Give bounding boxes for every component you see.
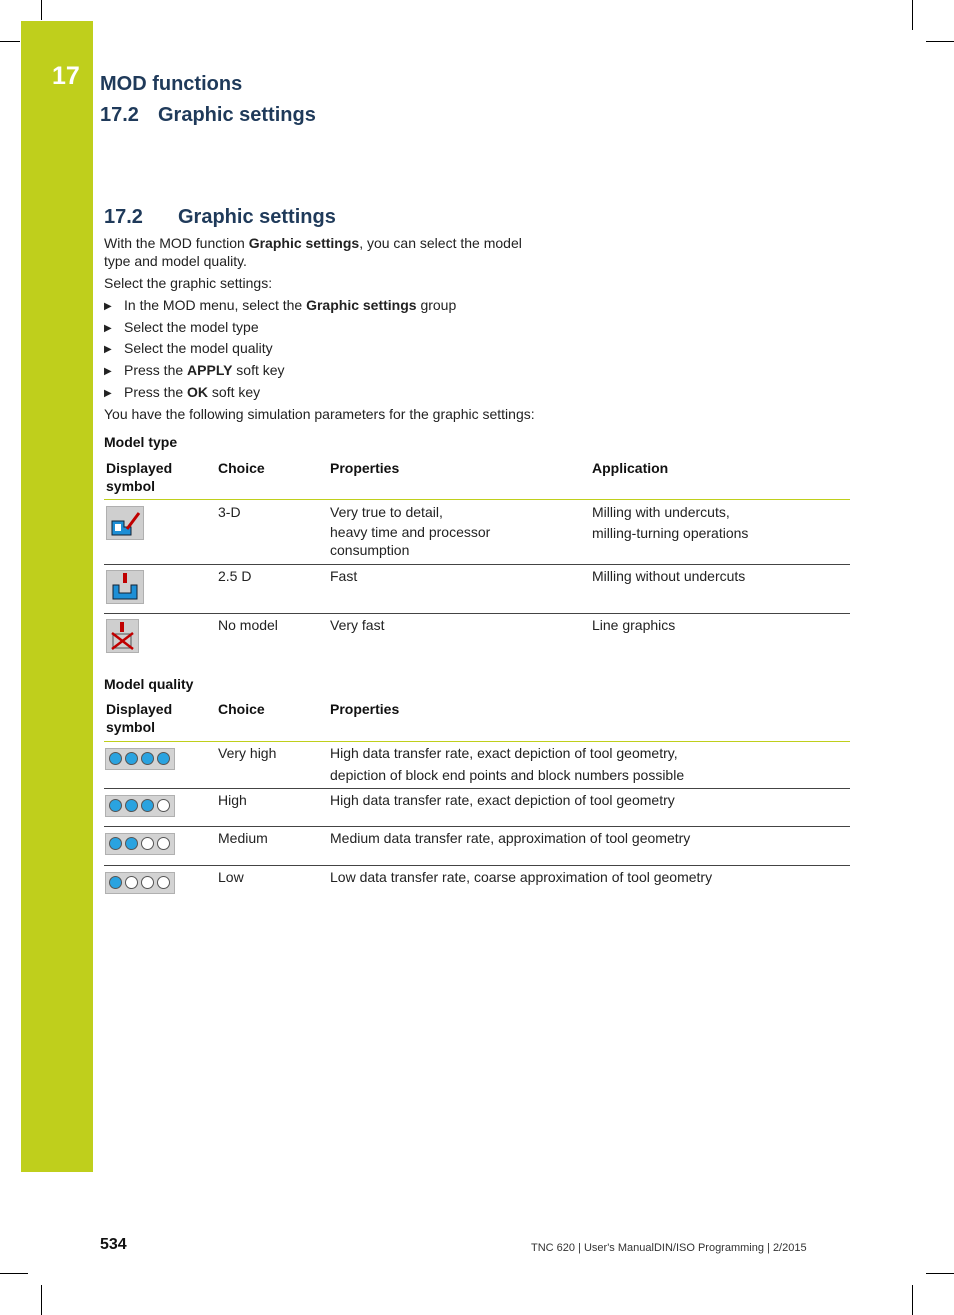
row-rule: [104, 564, 850, 565]
model-3d-icon: [106, 506, 144, 540]
triangle-bullet-icon: ▶: [104, 388, 112, 399]
header-rule: [104, 499, 850, 500]
step-bold: APPLY: [187, 362, 233, 378]
header-properties: Properties: [330, 701, 400, 717]
row-rule: [104, 613, 850, 614]
row-properties: High data transfer rate, exact depiction of tool geometry: [330, 792, 675, 808]
header-symbol: Displayed symbol: [106, 701, 173, 735]
step-text: Press the: [124, 362, 188, 378]
intro-bold: Graphic settings: [248, 235, 360, 251]
step-bold: OK: [187, 384, 209, 400]
step-suffix: group: [416, 297, 457, 313]
row-choice: No model: [218, 617, 278, 633]
row-properties: Medium data transfer rate, approximation of tool geometry: [330, 830, 691, 846]
section-heading-title: Graphic settings: [178, 206, 336, 228]
row-application: [592, 502, 748, 543]
crop-mark: [41, 0, 42, 20]
step-text: Select the model quality: [124, 340, 273, 356]
step-suffix: soft key: [232, 362, 285, 378]
crop-mark: [41, 1285, 42, 1315]
running-section-title: Graphic settings: [158, 104, 316, 126]
row-application: Line graphics: [592, 617, 676, 633]
footer-text: TNC 620 | User's ManualDIN/ISO Programming | 2/2015: [531, 1242, 807, 1254]
crop-mark: [926, 1273, 954, 1274]
chapter-number: 17: [52, 62, 80, 90]
step-suffix: soft key: [208, 384, 261, 400]
quality-low-icon: [105, 872, 175, 894]
params-text: You have the following simulation parameters for the graphic settings:: [104, 406, 535, 422]
row-choice: 2.5 D: [218, 568, 252, 584]
header-properties: Properties: [330, 460, 400, 476]
quality-medium-icon: [105, 833, 175, 855]
step-text: Select the model type: [124, 319, 259, 335]
row-application-line: Milling with undercuts,: [592, 504, 730, 520]
intro-line2: type and model quality.: [104, 253, 247, 269]
row-properties-line: heavy time and processor consumption: [330, 524, 491, 558]
row-rule: [104, 826, 850, 827]
crop-mark: [0, 41, 20, 42]
page-number: 534: [100, 1236, 127, 1253]
step-item: [104, 318, 259, 338]
crop-mark: [912, 1285, 913, 1315]
step-item: [104, 361, 285, 381]
step-item: [104, 383, 260, 403]
row-properties: [330, 502, 530, 559]
triangle-bullet-icon: ▶: [104, 301, 112, 312]
no-model-icon: [106, 619, 139, 653]
triangle-bullet-icon: ▶: [104, 323, 112, 334]
intro-suffix: , you can select the model: [359, 235, 522, 251]
quality-very-high-icon: [105, 748, 175, 770]
header-choice: Choice: [218, 701, 265, 717]
row-rule: [104, 788, 850, 789]
running-head-title: MOD functions: [100, 73, 243, 95]
running-head-section: [100, 104, 316, 127]
header-symbol: Displayed symbol: [106, 460, 173, 494]
intro-prefix: With the MOD function: [104, 235, 249, 251]
chapter-sidebar: [21, 21, 93, 1172]
intro-paragraph: [104, 234, 522, 270]
triangle-bullet-icon: ▶: [104, 344, 112, 355]
row-properties-line: Very true to detail,: [330, 504, 443, 520]
row-properties-line: High data transfer rate, exact depiction of tool geometry,: [330, 745, 678, 761]
step-bold: Graphic settings: [306, 297, 417, 313]
row-properties: Fast: [330, 568, 358, 584]
row-properties-line: depiction of block end points and block numbers possible: [330, 767, 685, 783]
header-choice: Choice: [218, 460, 265, 476]
triangle-bullet-icon: ▶: [104, 366, 112, 377]
row-properties: Very fast: [330, 617, 385, 633]
row-choice: Medium: [218, 830, 268, 846]
section-heading-number: 17.2: [104, 206, 143, 228]
row-properties: Low data transfer rate, coarse approximation of tool geometry: [330, 869, 713, 885]
running-section-number: 17.2: [100, 104, 139, 126]
model-quality-heading: Model quality: [104, 676, 194, 692]
header-application: Application: [592, 460, 669, 476]
step-item: [104, 339, 273, 359]
select-text: Select the graphic settings:: [104, 275, 273, 291]
crop-mark: [912, 0, 913, 30]
row-choice: 3-D: [218, 504, 241, 520]
section-heading: [104, 206, 336, 229]
row-application: Milling without undercuts: [592, 568, 746, 584]
row-rule: [104, 865, 850, 866]
step-item: [104, 296, 456, 316]
header-rule: [104, 741, 850, 742]
row-application-line: milling-turning operations: [592, 525, 749, 541]
row-choice: Very high: [218, 745, 277, 761]
model-type-heading: Model type: [104, 434, 178, 450]
quality-high-icon: [105, 795, 175, 817]
model-25d-icon: [106, 570, 144, 604]
step-text: In the MOD menu, select the: [124, 297, 307, 313]
step-text: Press the: [124, 384, 188, 400]
crop-mark: [926, 41, 954, 42]
row-properties: [330, 743, 684, 785]
row-choice: High: [218, 792, 247, 808]
crop-mark: [0, 1273, 28, 1274]
row-choice: Low: [218, 869, 244, 885]
